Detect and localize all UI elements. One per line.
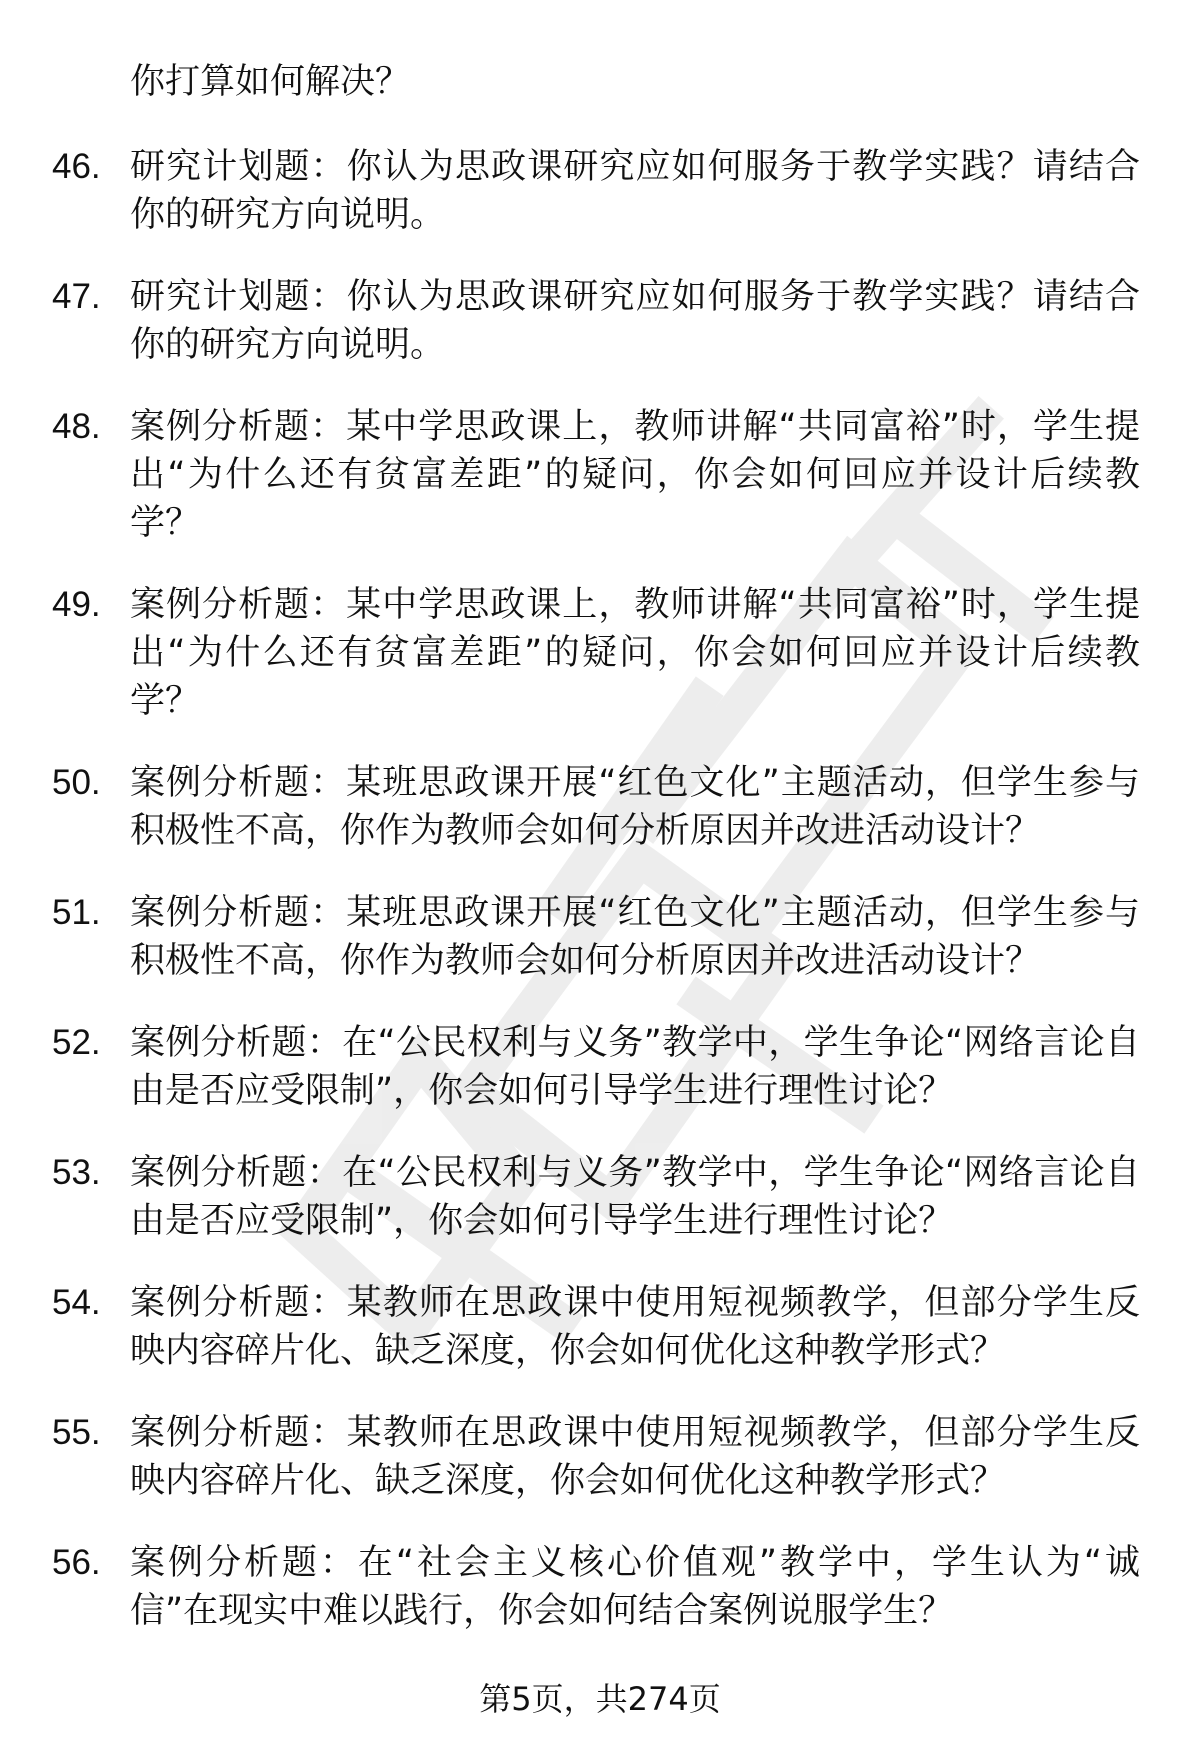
question-text: 案例分析题：在“公民权利与义务”教学中，学生争论“网络言论自由是否应受限制”，你会如何引导学生进行理性讨论？: [130, 1023, 1140, 1111]
question-number: 53.: [52, 1153, 101, 1192]
question-item: [0, 1409, 1200, 1505]
question-text: 案例分析题：某班思政课开展“红色文化”主题活动，但学生参与积极性不高，你作为教师会如何分析原因并改进活动设计？: [130, 763, 1140, 851]
question-item: [0, 143, 1200, 239]
question-number: 55.: [52, 1413, 101, 1452]
question-text: 案例分析题：某教师在思政课中使用短视频教学，但部分学生反映内容碎片化、缺乏深度，你会如何优化这种教学形式？: [130, 1413, 1140, 1501]
question-number: 54.: [52, 1283, 101, 1322]
question-item: [0, 1279, 1200, 1375]
question-item: [0, 1539, 1200, 1635]
question-item: [0, 1019, 1200, 1115]
question-number: 49.: [52, 585, 101, 624]
question-item: [0, 1149, 1200, 1245]
question-number: 47.: [52, 277, 101, 316]
continuation-text: 你打算如何解决？: [130, 62, 411, 102]
question-item: [0, 889, 1200, 985]
question-item: [0, 273, 1200, 369]
question-item: [0, 581, 1200, 725]
question-text: 案例分析题：某班思政课开展“红色文化”主题活动，但学生参与积极性不高，你作为教师会如何分析原因并改进活动设计？: [130, 893, 1140, 981]
question-text: 研究计划题：你认为思政课研究应如何服务于教学实践？请结合你的研究方向说明。: [130, 147, 1140, 235]
question-number: 50.: [52, 763, 101, 802]
question-list: [0, 143, 1200, 1669]
question-number: 56.: [52, 1543, 101, 1582]
question-text: 案例分析题：某中学思政课上，教师讲解“共同富裕”时，学生提出“为什么还有贫富差距”的疑问，你会如何回应并设计后续教学？: [130, 407, 1140, 543]
question-number: 48.: [52, 407, 101, 446]
question-number: 46.: [52, 147, 101, 186]
question-text: 案例分析题：在“公民权利与义务”教学中，学生争论“网络言论自由是否应受限制”，你会如何引导学生进行理性讨论？: [130, 1153, 1140, 1241]
question-text: 研究计划题：你认为思政课研究应如何服务于教学实践？请结合你的研究方向说明。: [130, 277, 1140, 365]
question-text: 案例分析题：在“社会主义核心价值观”教学中，学生认为“诚信”在现实中难以践行，你会如何结合案例说服学生？: [130, 1543, 1140, 1631]
question-item: [0, 759, 1200, 855]
question-number: 52.: [52, 1023, 101, 1062]
page-footer: 第5页，共274页: [479, 1680, 721, 1718]
question-text: 案例分析题：某中学思政课上，教师讲解“共同富裕”时，学生提出“为什么还有贫富差距”的疑问，你会如何回应并设计后续教学？: [130, 585, 1140, 721]
question-item: [0, 403, 1200, 547]
question-text: 案例分析题：某教师在思政课中使用短视频教学，但部分学生反映内容碎片化、缺乏深度，你会如何优化这种教学形式？: [130, 1283, 1140, 1371]
question-number: 51.: [52, 893, 101, 932]
